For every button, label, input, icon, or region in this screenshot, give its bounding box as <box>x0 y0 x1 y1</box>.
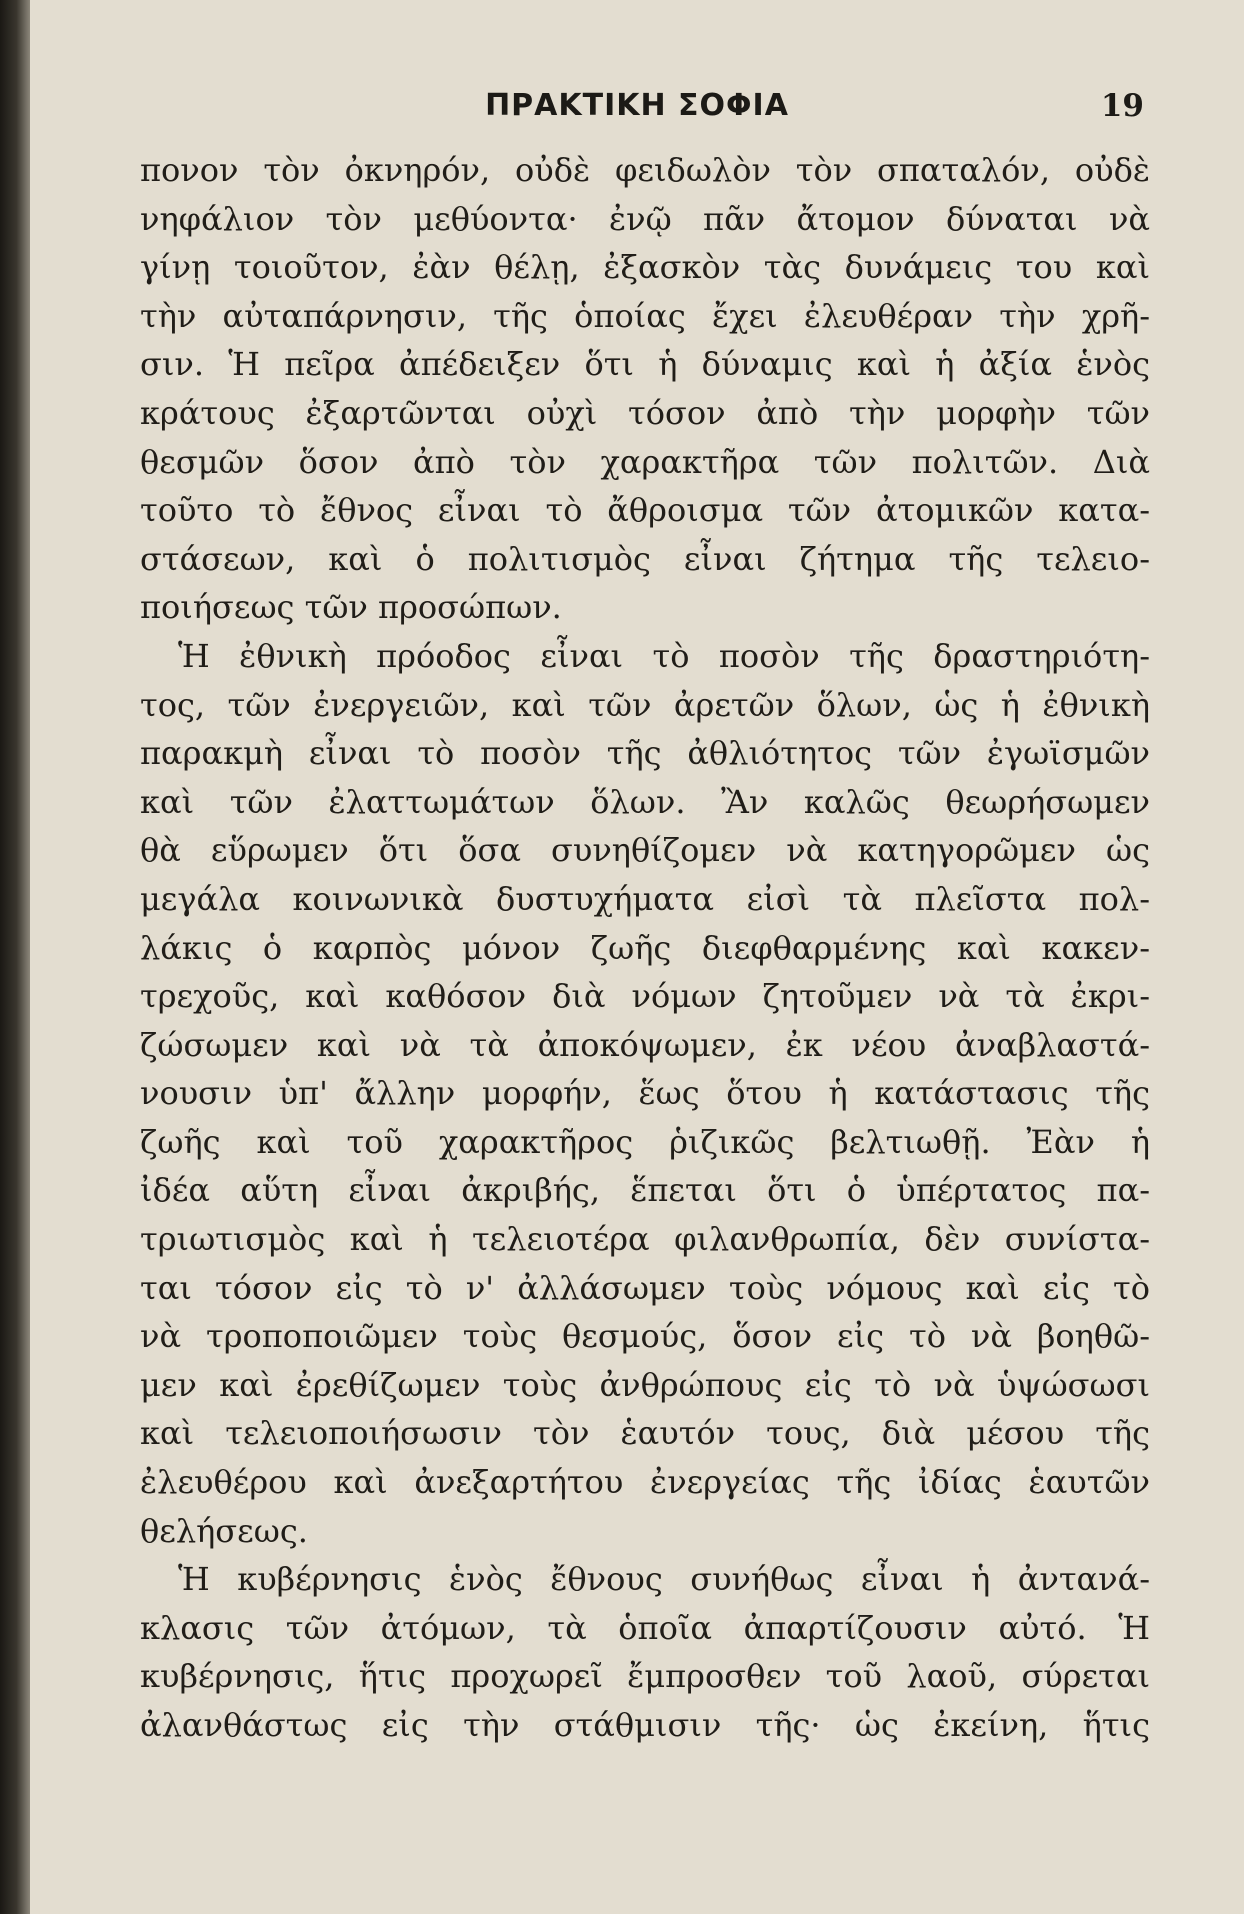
text-line: τοῦτο τὸ ἔθνος εἶναι τὸ ἄθροισμα τῶν ἀτομικῶν κατα- <box>140 491 1150 530</box>
text-line: νηφάλιον τὸν μεθύοντα· ἐνῷ πᾶν ἄτομον δύναται νὰ <box>140 199 1150 238</box>
text-line: ἰδέα αὕτη εἶναι ἀκριβής, ἕπεται ὅτι ὁ ὑπέρτατος πα- <box>140 1171 1150 1210</box>
text-line: τρεχοῦς, καὶ καθόσον διὰ νόμων ζητοῦμεν νὰ τὰ ἐκρι- <box>140 977 1150 1016</box>
book-spine-shadow <box>0 0 30 1914</box>
text-line: νουσιν ὑπ' ἄλλην μορφήν, ἕως ὅτου ἡ κατάστασις τῆς <box>140 1074 1150 1113</box>
text-line: ἐλευθέρου καὶ ἀνεξαρτήτου ἐνεργείας τῆς ἰδίας ἑαυτῶν <box>140 1463 1150 1502</box>
text-line: θεσμῶν ὅσον ἀπὸ τὸν χαρακτῆρα τῶν πολιτῶν. Διὰ <box>140 442 1150 481</box>
text-line: στάσεων, καὶ ὁ πολιτισμὸς εἶναι ζήτημα τῆς τελειο- <box>140 539 1150 578</box>
text-line: καὶ τῶν ἐλαττωμάτων ὅλων. Ἂν καλῶς θεωρήσωμεν <box>140 782 1150 821</box>
text-line: τος, τῶν ἐνεργειῶν, καὶ τῶν ἀρετῶν ὅλων, ὡς ἡ ἐθνικὴ <box>140 685 1150 724</box>
page-header <box>30 88 1244 128</box>
running-title: ΠΡΑΚΤΙΚΗ ΣΟΦΙΑ <box>485 88 789 123</box>
text-line: νὰ τροποποιῶμεν τοὺς θεσμούς, ὅσον εἰς τὸ νὰ βοηθῶ- <box>140 1317 1150 1356</box>
text-line: κράτους ἐξαρτῶνται οὐχὶ τόσον ἀπὸ τὴν μορφὴν τῶν <box>140 393 1150 432</box>
text-line: καὶ τελειοποιήσωσιν τὸν ἑαυτόν τους, διὰ μέσου τῆς <box>140 1414 1150 1453</box>
text-line: ται τόσον εἰς τὸ ν' ἀλλάσωμεν τοὺς νόμους καὶ εἰς τὸ <box>140 1268 1150 1307</box>
text-line: λάκις ὁ καρπὸς μόνον ζωῆς διεφθαρμένης καὶ κακεν- <box>140 928 1150 967</box>
text-line: παρακμὴ εἶναι τὸ ποσὸν τῆς ἀθλιότητος τῶν ἐγωϊσμῶν <box>140 734 1150 773</box>
text-line: πονον τὸν ὀκνηρόν, οὐδὲ φειδωλὸν τὸν σπαταλόν, οὐδὲ <box>140 151 1150 189</box>
page-number: 19 <box>1100 88 1144 124</box>
text-line: σιν. Ἡ πεῖρα ἀπέδειξεν ὅτι ἡ δύναμις καὶ ἡ ἀξία ἑνὸς <box>140 345 1150 384</box>
text-line: ἀλανθάστως εἰς τὴν στάθμισιν τῆς· ὡς ἐκείνη, ἥτις <box>140 1706 1150 1744</box>
text-line: θὰ εὕρωμεν ὅτι ὅσα συνηθίζομεν νὰ κατηγορῶμεν ὡς <box>140 831 1150 870</box>
paragraph-first-line: Ἡ κυβέρνησις ἑνὸς ἔθνους συνήθως εἶναι ἡ ἀντανά- <box>178 1560 1150 1599</box>
text-line: μεγάλα κοινωνικὰ δυστυχήματα εἰσὶ τὰ πλεῖστα πολ- <box>140 879 1150 918</box>
text-line: τριωτισμὸς καὶ ἡ τελειοτέρα φιλανθρωπία, δὲν συνίστα- <box>140 1220 1150 1259</box>
paragraph-last-line: θελήσεως. <box>140 1511 308 1550</box>
text-line: κυβέρνησις, ἥτις προχωρεῖ ἔμπροσθεν τοῦ λαοῦ, σύρεται <box>140 1657 1150 1696</box>
paragraph-last-line: ποιήσεως τῶν προσώπων. <box>140 588 562 627</box>
text-line: τὴν αὐταπάρνησιν, τῆς ὁποίας ἔχει ἐλευθέραν τὴν χρῆ- <box>140 296 1150 335</box>
text-line: μεν καὶ ἐρεθίζωμεν τοὺς ἀνθρώπους εἰς τὸ νὰ ὑψώσωσι <box>140 1365 1150 1404</box>
book-page <box>30 0 1244 1914</box>
text-line: ζώσωμεν καὶ νὰ τὰ ἀποκόψωμεν, ἐκ νέου ἀναβλαστά- <box>140 1025 1150 1064</box>
paragraph-first-line: Ἡ ἐθνικὴ πρόοδος εἶναι τὸ ποσὸν τῆς δραστηριότη- <box>178 636 1150 675</box>
text-line: κλασις τῶν ἀτόμων, τὰ ὁποῖα ἀπαρτίζουσιν αὐτό. Ἡ <box>140 1608 1150 1647</box>
text-line: ζωῆς καὶ τοῦ χαρακτῆρος ῥιζικῶς βελτιωθῇ. Ἐὰν ἡ <box>140 1122 1150 1161</box>
body-text <box>140 146 1150 1750</box>
text-line: γίνῃ τοιοῦτον, ἐὰν θέλῃ, ἐξασκὸν τὰς δυνάμεις του καὶ <box>140 248 1150 287</box>
